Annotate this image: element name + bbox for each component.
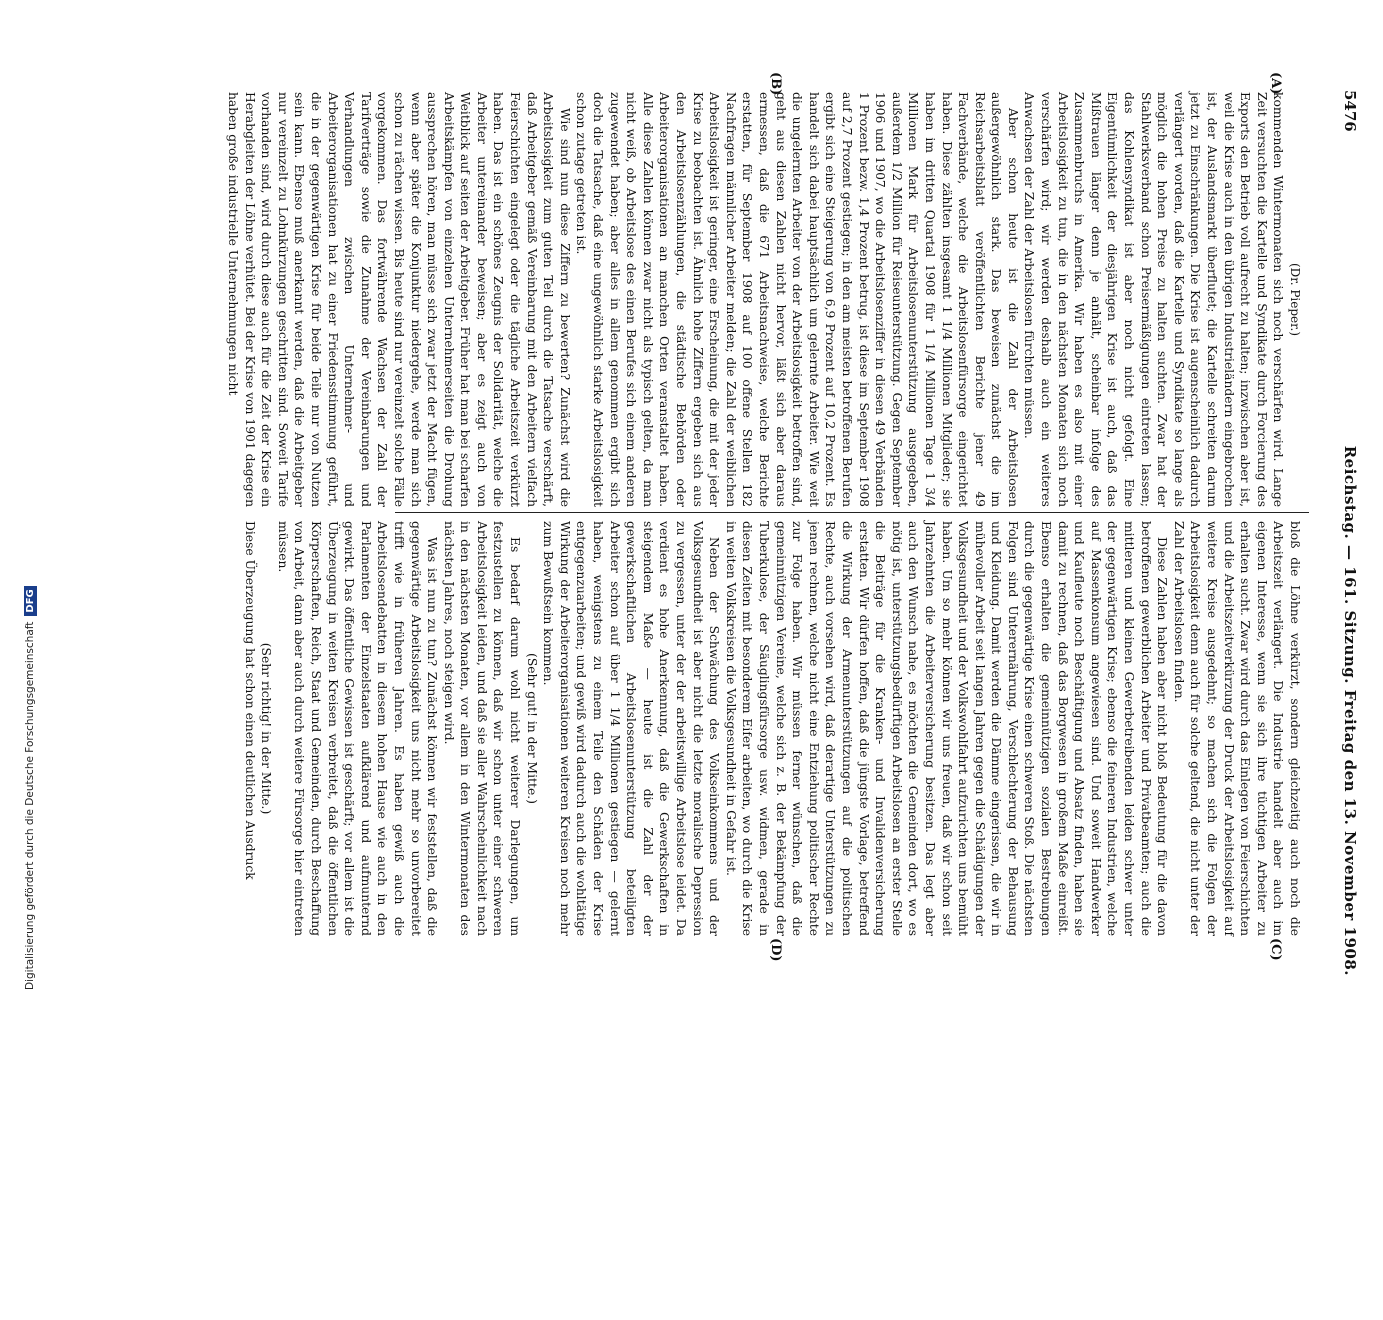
paragraph: Diese Überzeugung hat schon einen deutlichen Ausdruck bbox=[242, 521, 257, 880]
right-column bbox=[241, 521, 1303, 936]
margin-marker-a: (A) bbox=[1268, 72, 1283, 95]
left-column bbox=[224, 92, 1303, 507]
interjection: (Sehr gut! in der Mitte.) bbox=[524, 653, 539, 804]
paragraph: Diese Zahlen haben aber nicht bloß Bedeutung für die davon betroffenen gewerblichen Arbeiter und Privatbeamten; auch die mittleren und kleinen Gewerbetreibenden leiden schwer unter der gegenwärtigen Krise; ebenso die feineren Industrien, welche auf Massenkonsum angewiesen sind. Und soweit Handwerker und Kaufleute noch Beschäftigung und Absatz finden, haben sie damit zu rechnen, daß das Borgwesen in großem Maße einreißt. Ebenso erhalten die gemeinnützigen sozialen Bestrebungen durch die gegenwärtige Krise einen schweren Stoß. Die nächsten Folgen sind Unterernährung, Verschlechterung der Behausung und Kleidung. Damit werden die Dämme eingerissen, die wir in mühevoller Arbeit seit langen Jahren gegen die Schädigungen der Volksgesundheit und der Volkswohlfahrt aufzurichten uns bemüht haben. Um so mehr können wir uns freuen, daß wir schon seit Jahrzehnten die Arbeiterversicherung besitzen. Das legt aber auch den Wunsch nahe, es möchten die Gemeinden dort, wo es nötig ist, unterstützungsbedürftigen Arbeitslosen an erster Stelle die Beiträge für die Kranken- und Invalidenversicherung erstatten. Wir dürfen hoffen, daß die jüngste Vorlage, betreffend die Wirkung der Armenunterstützungen auf die politischen Rechte, auch vorsehen wird, daß derartige Unterstützungen zu jenen rechnen, welche nicht eine Entziehung politischer Rechte zur Folge haben. Wir müssen ferner wünschen, daß die gemeinnützigen Vereine, welche sich z. B. der Bekämpfung der Tuberkulose, der Säuglingsfürsorge usw. widmen, gerade in diesen Zeiten mit besonderem Eifer arbeiten, wo durch die Krise in weiten Volkskreisen die Volksgesundheit in Gefahr ist. bbox=[723, 521, 1170, 936]
margin-marker-d: (D) bbox=[768, 938, 783, 962]
page-title: Reichstag. — 161. Sitzung. Freitag den 13. November 1908. bbox=[1341, 445, 1359, 977]
paragraph: Aber schon heute ist die Zahl der Arbeitslosen außergewöhnlich stark. Das beweisen zunächst die im Reichsarbeitsblatt veröffentlichten Berichte jener 49 Fachverbände, welche die Arbeitslosenfürsorge eingerichtet haben. Diese zählten insgesamt 1 1/4 Millionen Mitglieder; sie haben im dritten Quartal 1908 für 1 1/4 Millionen Tage 1 3/4 Millionen Mark für Arbeitslosenunterstützung ausgegeben, außerdem 1/2 Million für Reiseunterstützung. Gegen September 1906 und 1907, wo die Arbeitslosenziffer in diesen 49 Verbänden 1 Prozent bezw. 1,4 Prozent betrug, ist diese im September 1908 auf 2,7 Prozent gestiegen; in den am meisten betroffenen Berufen ergibt sich eine Steigerung von 6,9 Prozent auf 10,2 Prozent. Es handelt sich dabei hauptsächlich um gelernte Arbeiter. Wie weit die ungelernten Arbeiter von der Arbeitslosigkeit betroffen sind, geht aus diesen Zahlen nicht hervor, läßt sich aber daraus ermessen, daß die 671 Arbeitsnachweise, welche Berichte erstatten, für September 1908 auf 100 offene Stellen 182 Nachfragen männlicher Arbeiter melden; die Zahl der weiblichen Arbeitslosigkeit ist geringer, eine Erscheinung, die mit der jeder Krise zu beobachten ist. Ähnlich hohe Ziffern ergeben sich aus den Arbeitslosenzählungen, die städtische Behörden oder Arbeiterorganisationen an manchen Orten veranstaltet haben. Alle diese Zahlen können zwar nicht als typisch gelten, da man nicht weiß, ob Arbeitslose des einen Berufes sich einem anderen zugewendet haben; aber alles in allem genommen ergibt sich doch die Tatsache, daß eine ungewöhnlich starke Arbeitslosigkeit schon zutage getreten ist. bbox=[574, 92, 1020, 507]
speaker-label: (Dr. Pieper.) bbox=[1288, 262, 1302, 337]
paragraph: bloß die Löhne verkürzt, sondern gleichzeitig auch noch die Arbeitszeit verlängert. Die Industrie handelt aber auch im eigenen Interesse, wenn sie sich ihre tüchtigen Arbeiter zu erhalten sucht. Zwar wird durch das Einlegen von Feierschichten und die Arbeitszeitverkürzung der Druck der Arbeitslosigkeit auf weitere Kreise ausgedehnt; so machen sich die Folgen der Arbeitslosigkeit denn auch für solche geltend, die nicht unter der Zahl der Arbeitslosen finden. bbox=[1171, 521, 1302, 936]
page-number: 5476 bbox=[1341, 90, 1359, 132]
dfg-logo-icon: DFG bbox=[24, 586, 37, 615]
credit-text: Digitalisierung gefördert durch die Deutsche Forschungsgemeinschaft bbox=[24, 621, 36, 990]
paragraph: Neben der Schwächung des Volkseinkommens und der Volksgesundheit ist aber nicht die letzte moralische Depression zu vergessen, unter der der arbeitswillige Arbeitslose leidet. Da verdient es hohe Anerkennung, daß die Gewerkschaften in steigendem Maße — heute ist die Zahl der der gewerkschaftlichen Arbeitslosenunterstützung beteiligten Arbeiter schon auf über 1 1/4 Millionen gestiegen — gelernt haben, wenigstens zu einem Teile den Schäden der Krise entgegenzuarbeiten; und gewiß wird dadurch auch die wohltätige Wirkung der Arbeiterorganisationen weiteren Kreisen noch mehr zum Bewußtsein kommen. bbox=[541, 521, 722, 936]
margin-marker-b: (B) bbox=[768, 72, 783, 96]
paragraph: Was ist nun zu tun? Zunächst können wir feststellen, daß die gegenwärtige Arbeitslosigkeit uns nicht mehr so unvorbereitet trifft wie in früheren Jahren. Es haben gewiß auch die Arbeitslosendebatten in diesem hohen Hause wie auch in den Parlamenten der Einzelstaaten aufklärend und aufmunternd gewirkt. Das öffentliche Gewissen ist geschärft; vor allem ist die Überzeugung in weiten Kreisen verbreitet, daß die öffentlichen Körperschaften, Reich, Staat und Gemeinden, durch Beschaffung von Arbeit, dann aber auch durch weitere Fürsorge hier eintreten müssen. bbox=[275, 521, 440, 936]
paragraph: Es bedarf darum wohl nicht weiterer Darlegungen, um festzustellen zu können, daß wir schon unter einer schweren Arbeitslosigkeit leiden, und daß sie aller Wahrscheinlichkeit nach in den nächsten Monaten, vor allem in den Wintermonaten des nächsten Jahres, noch steigen wird. bbox=[441, 521, 523, 936]
column-divider bbox=[395, 512, 1309, 513]
interjection: (Sehr richtig! in der Mitte.) bbox=[259, 642, 274, 815]
margin-marker-c: (C) bbox=[1268, 938, 1283, 961]
paragraph: kommenden Wintermonaten sich noch verschärfen wird. Lange Zeit versuchten die Kartelle und Syndikate durch Forcierung des Exports den Betrieb voll aufrecht zu halten; inzwischen aber ist, weil die Krise auch in den übrigen Industrieländern eingebrochen ist, der Auslandsmarkt überflutet; die Kartelle schreiten darum jetzt zu Einschränkungen. Die Krise ist augenscheinlich dadurch verlängert worden, daß die Kartelle und Syndikate so lange als möglich die hohen Preise zu halten suchten. Zwar hat der Stahlwerksverband schon Preisermäßigungen eintreten lassen; das Kohlensyndikat ist aber noch nicht gefolgt. Eine Eigentümlichkeit der diesjährigen Krise ist auch, daß das Mißtrauen länger denn je anhält, scheinbar infolge des Zusammenbruchs in Amerika. Wir haben es also mit einer Arbeitslosigkeit zu tun, die in den nächsten Monaten sich noch verschärfen wird; wir werden deshalb auch ein weiteres Anwachsen der Zahl der Arbeitslosen fürchten müssen. bbox=[1022, 92, 1286, 507]
page-header bbox=[1335, 90, 1365, 1320]
paragraph: Wie sind nun diese Ziffern zu bewerten? Zunächst wird die Arbeitslosigkeit zum guten Teil durch die Tatsache verschärft, daß Arbeitgeber gemäß Vereinbarung mit den Arbeitern vielfach Feierschichten eingelegt oder die tägliche Arbeitszeit verkürzt haben. Das ist ein schönes Zeugnis der Solidarität, welche die Arbeiter untereinander beweisen; aber es zeigt auch von Weitblick auf seiten der Arbeitgeber. Früher hat man bei scharfen Arbeitskämpfen von einzelnen Unternehmerseiten die Drohung aussprechen hören, man müsse sich zwar jetzt der Macht fügen, wenn aber später die Konjunktur niedergehe, werde man sich schon zu rächen wissen. Bis heute sind nur vereinzelt solche Fälle vorgekommen. Das fortwährende Wachsen der Zahl der Tarifverträge sowie die Zunahme der Vereinbarungen und Verhandlungen zwischen Unternehmer- und Arbeiterorganisationen hat zu einer Friedensstimmung geführt, die in der gegenwärtigen Krise für beide Teile nur von Nutzen sein kann. Ebenso muß anerkannt werden, daß die Arbeitgeber nur vereinzelt zu Lohnkürzungen geschritten sind. Soweit Tarife vorhanden sind, wird durch diese auch für die Zeit der Krise ein Herabgleiten der Löhne verhütet. Bei der Krise von 1901 dagegen haben große industrielle Unternehmungen nicht bbox=[226, 92, 572, 507]
